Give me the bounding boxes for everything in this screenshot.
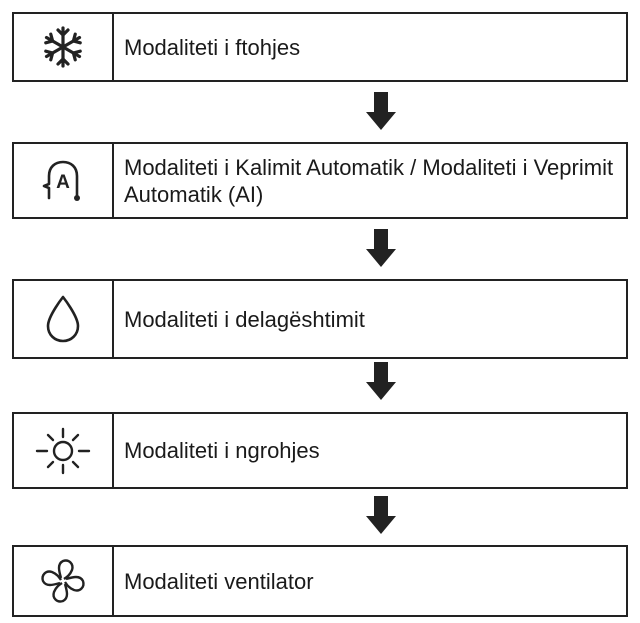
sun-icon <box>35 427 91 475</box>
down-arrow-icon <box>366 229 396 269</box>
mode-icon-cell <box>14 144 114 217</box>
snowflake-icon <box>41 25 85 69</box>
mode-label: Modaliteti i Kalimit Automatik / Modaliteti i Veprimit Automatik (AI) <box>124 154 614 207</box>
mode-icon-cell <box>14 414 114 487</box>
mode-label: Modaliteti ventilator <box>124 568 314 594</box>
mode-box-fan <box>12 545 628 617</box>
down-arrow-icon <box>366 496 396 536</box>
svg-text:A: A <box>56 171 70 193</box>
mode-icon-cell <box>14 547 114 615</box>
down-arrow-icon <box>366 362 396 402</box>
mode-label: Modaliteti i ftohjes <box>124 34 301 60</box>
fan-icon <box>39 557 87 605</box>
mode-label: Modaliteti i ngrohjes <box>124 438 320 463</box>
mode-box-heating <box>12 412 628 489</box>
down-arrow-icon <box>366 92 396 132</box>
water-drop-icon <box>43 294 83 344</box>
mode-box-auto <box>12 142 628 219</box>
mode-icon-cell <box>14 14 114 80</box>
mode-box-dehumidification <box>12 279 628 359</box>
auto-mode-icon <box>40 158 86 204</box>
mode-label: Modaliteti i delagështimit <box>124 306 365 332</box>
mode-box-cooling <box>12 12 628 82</box>
mode-icon-cell <box>14 281 114 357</box>
